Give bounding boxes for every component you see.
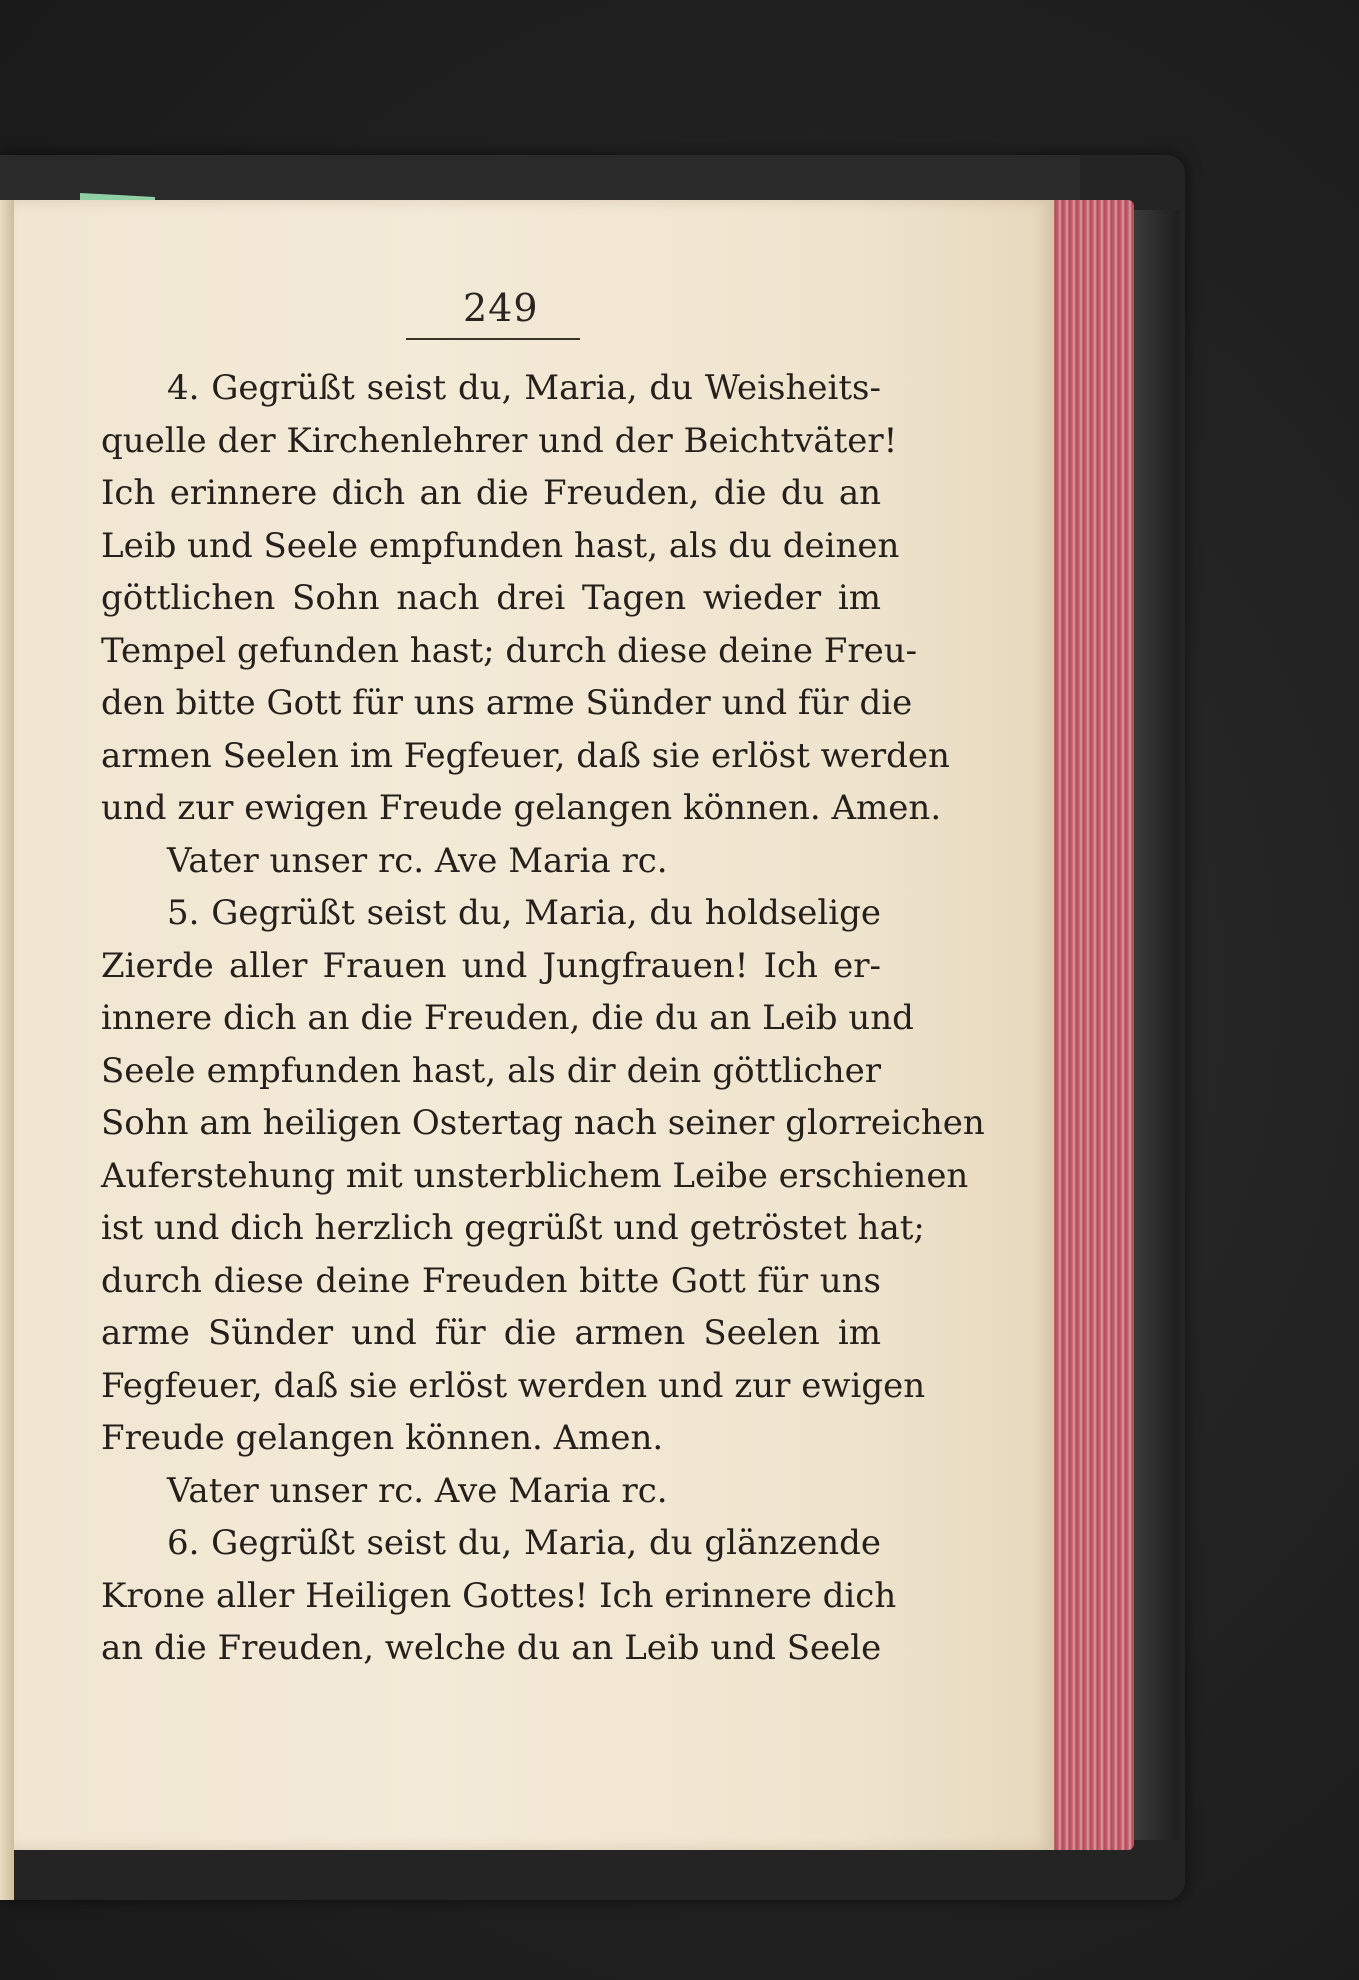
page-text <box>101 362 985 1675</box>
text-line: quelle der Kirchenlehrer und der Beichtväter! <box>101 420 898 461</box>
text-line: Krone aller Heiligen Gottes! Ich erinnere dich <box>101 1575 897 1616</box>
text-line: und zur ewigen Freude gelangen können. Amen. <box>101 788 942 828</box>
text-line: Ich erinnere dich an die Freuden, die du an <box>101 473 881 513</box>
page-edges-red <box>1048 200 1134 1850</box>
text-line: Leib und Seele empfunden hast, als du deinen <box>101 525 900 566</box>
text-line: an die Freuden, welche du an Leib und Seele <box>101 1628 882 1668</box>
text-line: armen Seelen im Fegfeuer, daß sie erlöst werden <box>101 735 950 776</box>
text-line: 4. Gegrüßt seist du, Maria, du Weisheits- <box>167 368 881 408</box>
text-line: Zierde aller Frauen und Jungfrauen! Ich er- <box>101 945 881 986</box>
text-line: Fegfeuer, daß sie erlöst werden und zur ewigen <box>101 1365 926 1406</box>
text-line: Tempel gefunden hast; durch diese deine Freu- <box>101 630 918 671</box>
text-line: Sohn am heiligen Ostertag nach seiner glorreichen <box>101 1103 985 1143</box>
text-line: Auferstehung mit unsterblichem Leibe erschienen <box>101 1155 969 1196</box>
text-line: durch diese deine Freuden bitte Gott für uns <box>101 1260 881 1301</box>
left-page-edge <box>0 200 14 1900</box>
text-line: Vater unser rc. Ave Maria rc. <box>167 840 668 881</box>
header-rule <box>406 338 580 340</box>
text-line: innere dich an die Freuden, die du an Leib und <box>101 998 914 1038</box>
book-cover-top <box>0 155 1080 203</box>
text-line: 5. Gegrüßt seist du, Maria, du holdselige <box>167 893 881 933</box>
cover-edge <box>1134 210 1179 1840</box>
text-line: arme Sünder und für die armen Seelen im <box>101 1313 881 1353</box>
text-line: den bitte Gott für uns arme Sünder und für die <box>101 683 913 723</box>
text-line: göttlichen Sohn nach drei Tagen wieder im <box>101 578 881 618</box>
text-line: Freude gelangen können. Amen. <box>101 1418 664 1458</box>
text-line: ist und dich herzlich gegrüßt und getröstet hat; <box>101 1208 925 1248</box>
text-line: Vater unser rc. Ave Maria rc. <box>167 1470 668 1511</box>
page-number: 249 <box>463 286 539 330</box>
text-line: Seele empfunden hast, als dir dein göttlicher <box>101 1050 881 1091</box>
text-line: 6. Gegrüßt seist du, Maria, du glänzende <box>167 1523 881 1563</box>
